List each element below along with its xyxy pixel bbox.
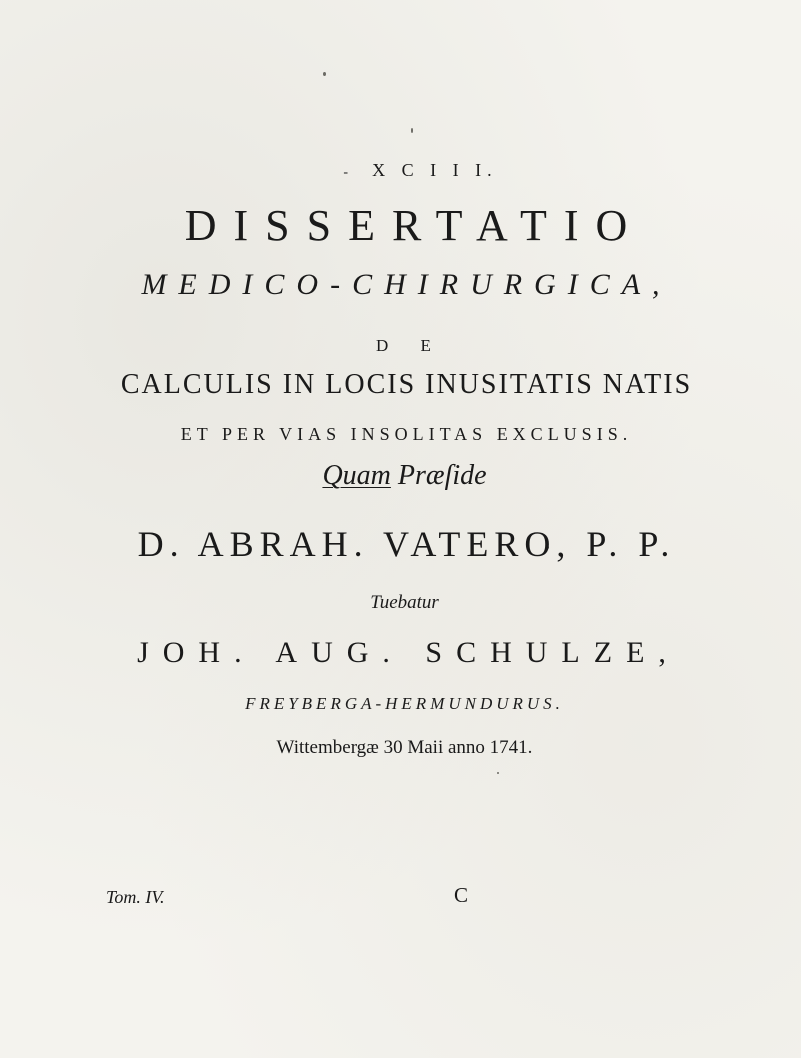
praeses-intro — [0, 460, 801, 492]
ink-speck — [323, 72, 326, 76]
praeses-name: D. ABRAH. VATERO, P. P. — [137, 524, 676, 564]
subject-line-1: CALCULIS IN LOCIS INUSITATIS NATIS — [120, 369, 693, 400]
ink-speck — [411, 128, 413, 133]
respondens-intro: Tuebatur — [370, 592, 439, 613]
imprint-line: Wittembergæ 30 Maii anno 1741. — [276, 737, 533, 758]
praeses-role: Præſide — [397, 460, 487, 491]
de-line: D E — [376, 336, 445, 355]
respondens-name: JOH. AUG. SCHULZE, — [137, 636, 680, 669]
respondens-origin: FREYBERGA-HERMUNDURUS. — [245, 694, 564, 713]
dissertation-number — [0, 160, 801, 181]
title-subheading: MEDICO-CHIRURGICA, — [141, 268, 672, 301]
dissertation-number-text: X C I I I. — [372, 160, 498, 180]
title-heading: DISSERTATIO — [184, 201, 645, 250]
praeses-intro-word: Quam — [322, 460, 391, 491]
volume-label: Tom. IV. — [106, 887, 165, 907]
subject-line-2: ET PER VIAS INSOLITAS EXCLUSIS. — [180, 424, 633, 444]
ink-speck — [497, 772, 499, 774]
dissertation-number-mark: - — [343, 165, 355, 180]
signature-mark: C — [454, 883, 469, 907]
